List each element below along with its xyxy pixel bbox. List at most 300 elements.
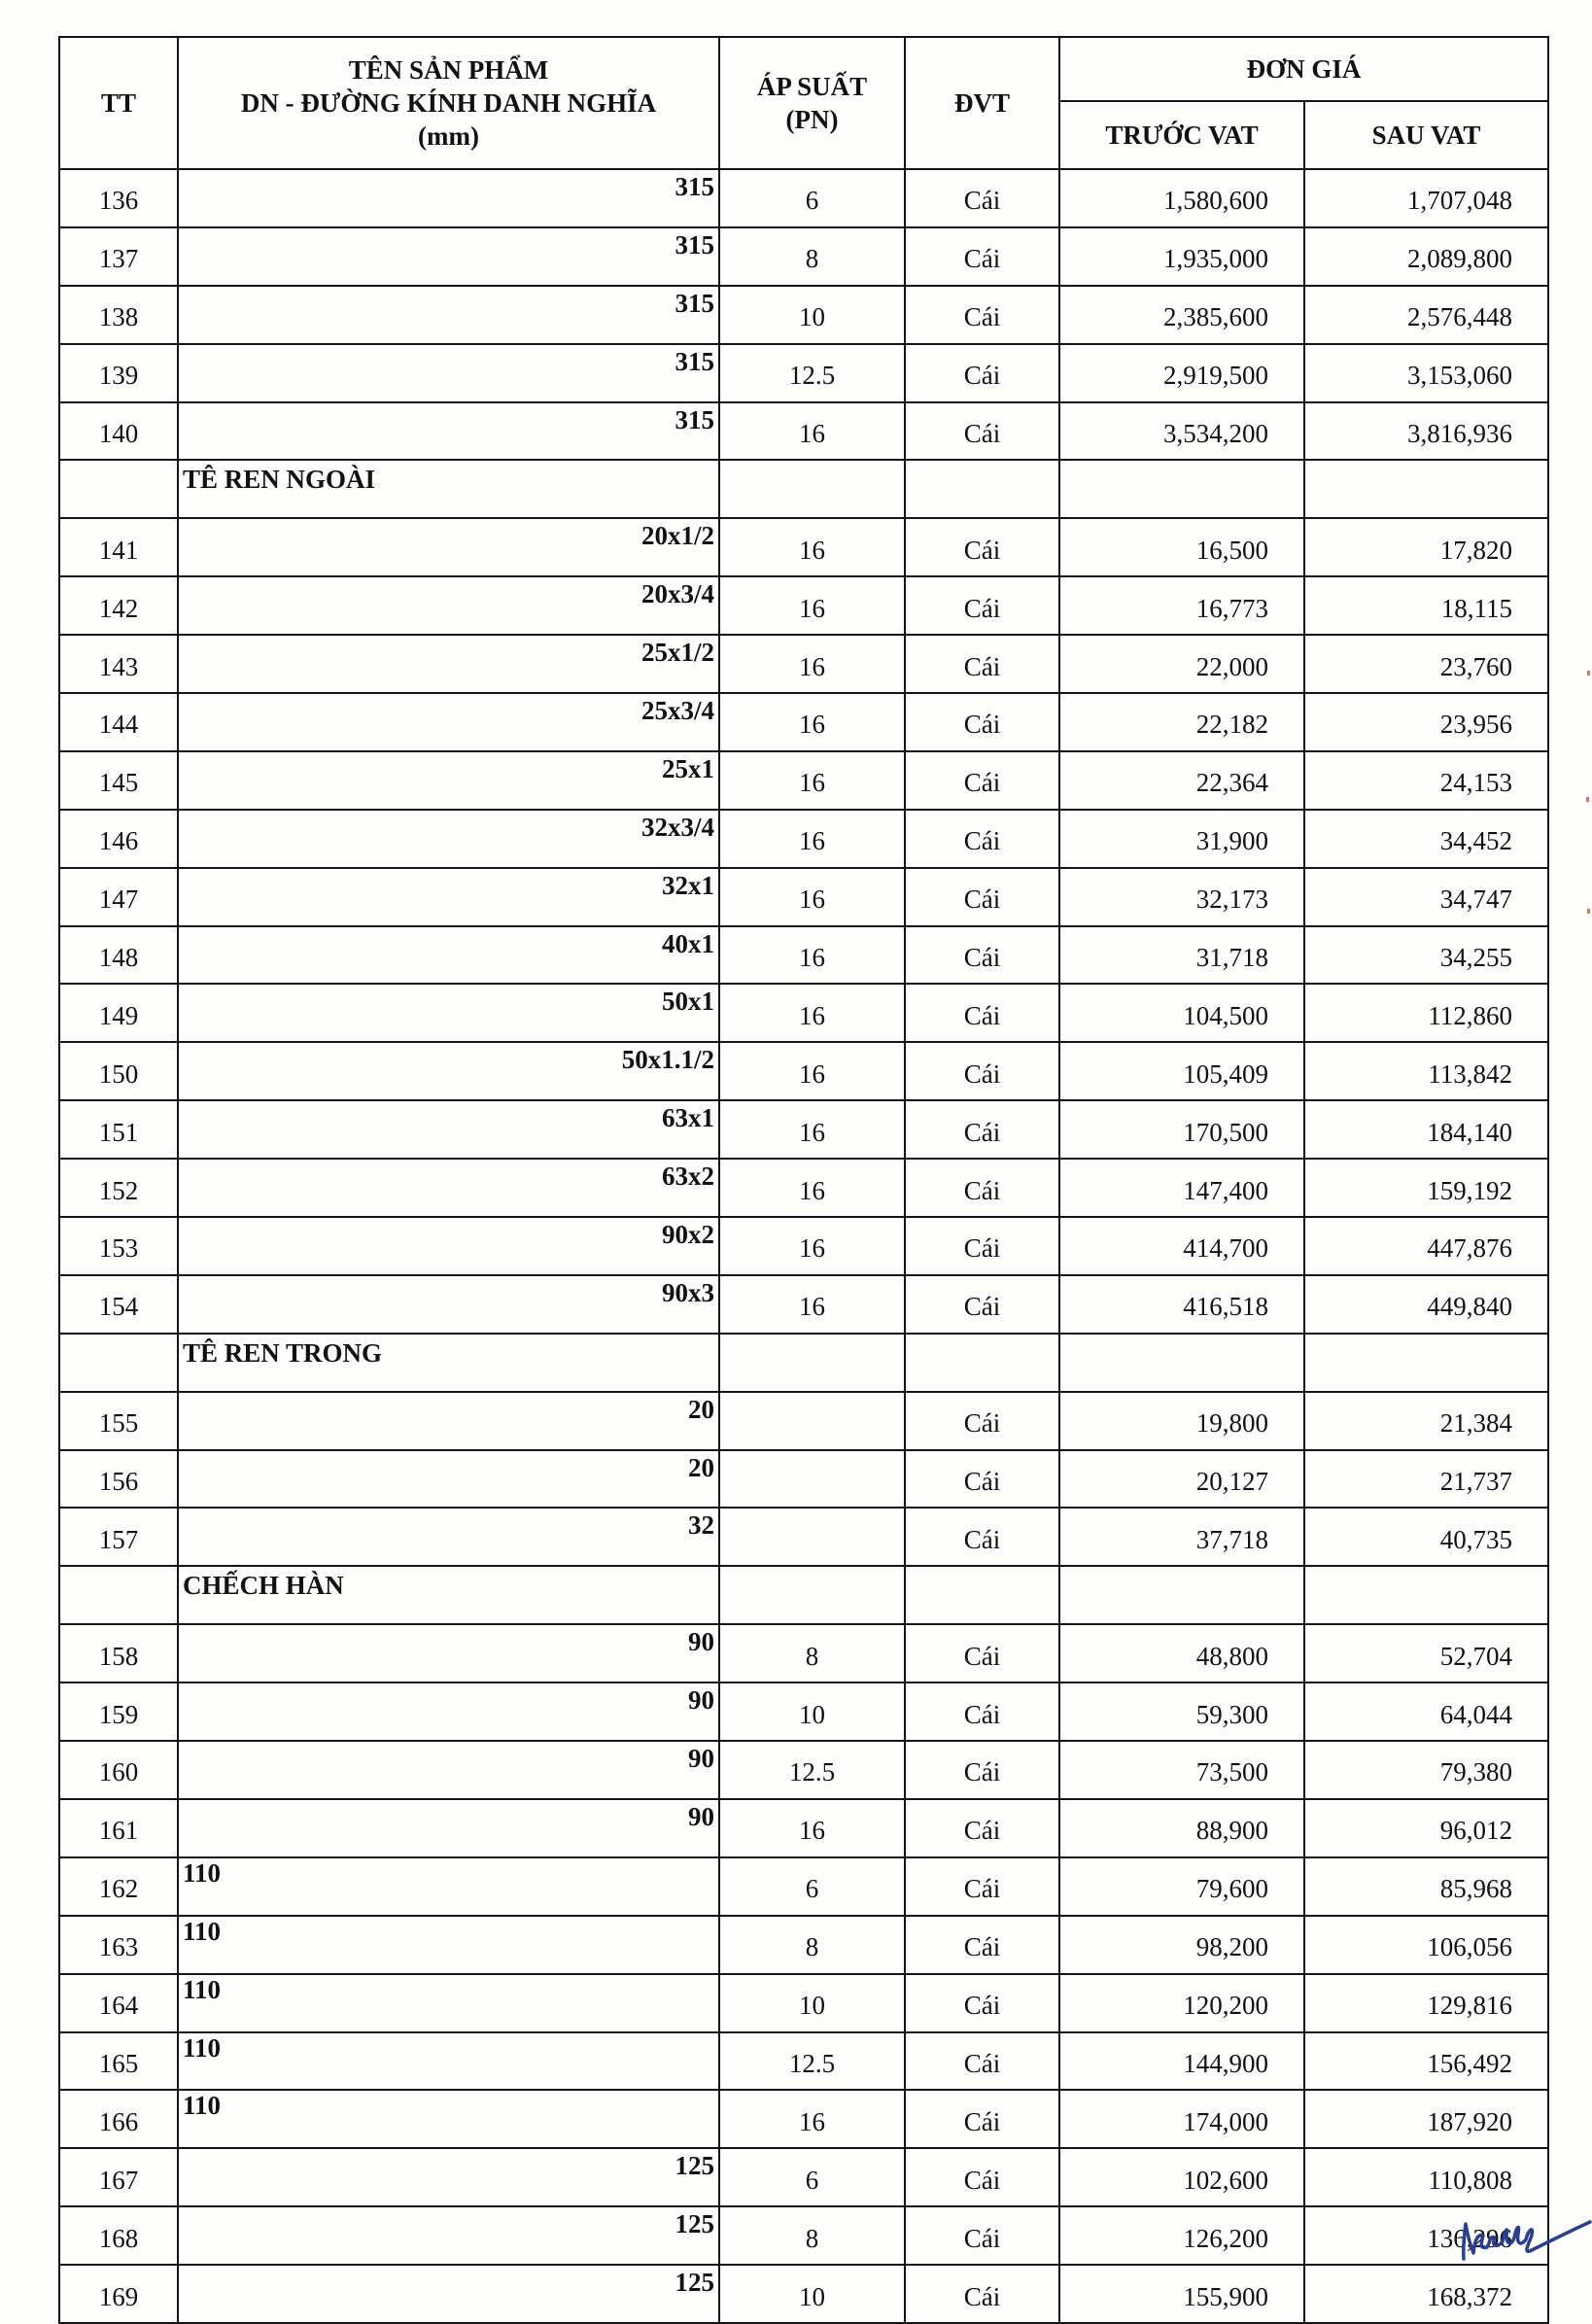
cell-tt: [59, 460, 178, 518]
cell-product-size: [178, 1100, 719, 1159]
cell-unit: Cái: [905, 810, 1059, 868]
cell-price-before-vat: 1,580,600: [1059, 169, 1304, 227]
signature: [1458, 2203, 1592, 2280]
cell-price-before-vat: 59,300: [1059, 1682, 1304, 1741]
cell-tt: [59, 1334, 178, 1392]
cell-unit: Cái: [905, 227, 1059, 286]
table-row: [59, 868, 1548, 926]
cell-price-before-vat: [1059, 460, 1304, 518]
signature-stroke: [1464, 2222, 1590, 2259]
scan-speck: [1587, 909, 1590, 914]
cell-pressure: 8: [719, 227, 905, 286]
cell-unit: Cái: [905, 2090, 1059, 2148]
cell-tt: 141: [59, 518, 178, 576]
cell-price-before-vat: 120,200: [1059, 1974, 1304, 2032]
cell-product-size: [178, 1392, 719, 1450]
cell-price-before-vat: 2,919,500: [1059, 344, 1304, 402]
cell-price-after-vat: 156,492: [1304, 2032, 1548, 2091]
cell-price-before-vat: 22,000: [1059, 635, 1304, 693]
cell-pressure: 12.5: [719, 344, 905, 402]
cell-price-after-vat: 159,192: [1304, 1159, 1548, 1217]
cell-tt: [59, 1566, 178, 1624]
cell-pressure: [719, 1334, 905, 1392]
cell-tt: 145: [59, 751, 178, 810]
header-product-name-line1: TÊN SẢN PHẨM: [348, 55, 549, 85]
cell-product-size: [178, 1916, 719, 1974]
cell-unit: Cái: [905, 868, 1059, 926]
cell-product-size: [178, 2090, 719, 2148]
cell-price-before-vat: 174,000: [1059, 2090, 1304, 2148]
cell-product-size: [178, 402, 719, 461]
table-row: [59, 518, 1548, 576]
product-size: 20x3/4: [640, 579, 714, 609]
product-size: 20x1/2: [640, 521, 714, 551]
cell-tt: 137: [59, 227, 178, 286]
cell-price-after-vat: 52,704: [1304, 1624, 1548, 1682]
cell-price-before-vat: 105,409: [1059, 1042, 1304, 1100]
price-list-sheet: [58, 36, 1547, 2324]
cell-price-before-vat: 48,800: [1059, 1624, 1304, 1682]
table-row: [59, 227, 1548, 286]
cell-unit: Cái: [905, 1392, 1059, 1450]
product-size: 25x3/4: [640, 696, 714, 726]
cell-pressure: 6: [719, 2148, 905, 2206]
cell-tt: 160: [59, 1741, 178, 1799]
cell-price-before-vat: 414,700: [1059, 1217, 1304, 1275]
cell-price-after-vat: 184,140: [1304, 1100, 1548, 1159]
cell-unit: Cái: [905, 2032, 1059, 2091]
cell-pressure: 16: [719, 1042, 905, 1100]
product-size: 32x3/4: [640, 812, 714, 842]
cell-price-after-vat: 64,044: [1304, 1682, 1548, 1741]
cell-price-after-vat: 23,956: [1304, 693, 1548, 751]
table-row: [59, 926, 1548, 985]
cell-tt: 165: [59, 2032, 178, 2091]
cell-price-before-vat: 147,400: [1059, 1159, 1304, 1217]
table-row: [59, 1974, 1548, 2032]
header-unit-price: ĐƠN GIÁ: [1059, 37, 1548, 101]
cell-price-after-vat: 112,860: [1304, 984, 1548, 1042]
product-size: 32: [688, 1510, 714, 1541]
product-size: 125: [675, 2151, 714, 2181]
header-pressure: [719, 37, 905, 169]
cell-price-before-vat: 32,173: [1059, 868, 1304, 926]
table-row: [59, 751, 1548, 810]
table-row: [59, 1217, 1548, 1275]
cell-price-before-vat: 16,500: [1059, 518, 1304, 576]
cell-tt: 167: [59, 2148, 178, 2206]
cell-unit: Cái: [905, 1159, 1059, 1217]
header-product-name-line3: (mm): [418, 121, 479, 151]
header-price-before-vat: TRƯỚC VAT: [1059, 101, 1304, 169]
table-body: [59, 169, 1548, 2323]
cell-tt: 144: [59, 693, 178, 751]
cell-pressure: 16: [719, 1159, 905, 1217]
cell-unit: [905, 1566, 1059, 1624]
cell-pressure: 16: [719, 518, 905, 576]
cell-pressure: 16: [719, 868, 905, 926]
cell-pressure: 16: [719, 576, 905, 635]
cell-tt: 147: [59, 868, 178, 926]
section-row: [59, 1566, 1548, 1624]
cell-price-before-vat: 16,773: [1059, 576, 1304, 635]
cell-price-after-vat: 24,153: [1304, 751, 1548, 810]
cell-price-after-vat: 79,380: [1304, 1741, 1548, 1799]
cell-unit: Cái: [905, 984, 1059, 1042]
product-size: 50x1: [662, 987, 714, 1017]
cell-price-after-vat: 168,372: [1304, 2265, 1548, 2323]
cell-pressure: 10: [719, 2265, 905, 2323]
cell-unit: Cái: [905, 693, 1059, 751]
cell-price-before-vat: 22,364: [1059, 751, 1304, 810]
product-size: 90: [688, 1801, 714, 1831]
table-row: [59, 2265, 1548, 2323]
cell-product-size: [178, 1741, 719, 1799]
cell-unit: Cái: [905, 1217, 1059, 1275]
cell-unit: [905, 1334, 1059, 1392]
cell-unit: Cái: [905, 1042, 1059, 1100]
table-row: [59, 1159, 1548, 1217]
cell-price-after-vat: [1304, 460, 1548, 518]
table-row: [59, 2032, 1548, 2091]
cell-tt: 158: [59, 1624, 178, 1682]
cell-tt: 168: [59, 2206, 178, 2265]
cell-tt: 163: [59, 1916, 178, 1974]
cell-price-before-vat: 170,500: [1059, 1100, 1304, 1159]
cell-price-before-vat: 155,900: [1059, 2265, 1304, 2323]
cell-price-before-vat: 31,718: [1059, 926, 1304, 985]
cell-product-size: [178, 693, 719, 751]
cell-pressure: 10: [719, 1682, 905, 1741]
cell-product-size: [178, 810, 719, 868]
cell-price-before-vat: 37,718: [1059, 1508, 1304, 1566]
cell-price-before-vat: [1059, 1566, 1304, 1624]
product-size: 315: [675, 346, 714, 376]
cell-price-after-vat: 2,089,800: [1304, 227, 1548, 286]
cell-unit: Cái: [905, 1275, 1059, 1334]
table-row: [59, 1741, 1548, 1799]
cell-product-size: [178, 1159, 719, 1217]
cell-unit: Cái: [905, 1682, 1059, 1741]
cell-product-size: [178, 1275, 719, 1334]
cell-price-after-vat: [1304, 1334, 1548, 1392]
cell-product-size: [178, 518, 719, 576]
product-size: 90x2: [662, 1220, 714, 1250]
cell-tt: 153: [59, 1217, 178, 1275]
section-title: CHẾCH HÀN: [183, 1571, 344, 1601]
product-size: 63x1: [662, 1103, 714, 1133]
header-unit: ĐVT: [905, 37, 1059, 169]
cell-price-before-vat: 88,900: [1059, 1799, 1304, 1857]
cell-product-size: [178, 1857, 719, 1916]
cell-unit: Cái: [905, 169, 1059, 227]
cell-price-after-vat: 187,920: [1304, 2090, 1548, 2148]
cell-unit: Cái: [905, 1974, 1059, 2032]
cell-unit: Cái: [905, 2148, 1059, 2206]
cell-price-after-vat: 3,816,936: [1304, 402, 1548, 461]
table-row: [59, 286, 1548, 344]
cell-unit: Cái: [905, 402, 1059, 461]
cell-unit: Cái: [905, 1508, 1059, 1566]
product-size: 90: [688, 1685, 714, 1716]
header-product-name-line2: DN - ĐƯỜNG KÍNH DANH NGHĨA: [240, 88, 657, 118]
cell-tt: 151: [59, 1100, 178, 1159]
cell-product-size: [178, 2206, 719, 2265]
cell-product-size: [178, 1042, 719, 1100]
cell-tt: 149: [59, 984, 178, 1042]
product-size: 315: [675, 172, 714, 201]
cell-product-size: [178, 1450, 719, 1509]
cell-pressure: [719, 460, 905, 518]
cell-tt: 142: [59, 576, 178, 635]
product-size: 110: [183, 1974, 222, 2004]
cell-pressure: 12.5: [719, 1741, 905, 1799]
cell-pressure: 10: [719, 1974, 905, 2032]
cell-price-after-vat: 136,296: [1304, 2206, 1548, 2265]
cell-pressure: 10: [719, 286, 905, 344]
cell-tt: 152: [59, 1159, 178, 1217]
table-row: [59, 1682, 1548, 1741]
product-size: 50x1.1/2: [621, 1045, 714, 1075]
cell-price-after-vat: 85,968: [1304, 1857, 1548, 1916]
cell-product-size: [178, 1508, 719, 1566]
cell-price-before-vat: 104,500: [1059, 984, 1304, 1042]
cell-pressure: [719, 1450, 905, 1509]
cell-pressure: 8: [719, 1916, 905, 1974]
cell-unit: Cái: [905, 926, 1059, 985]
section-title: TÊ REN TRONG: [183, 1337, 383, 1368]
cell-price-before-vat: 98,200: [1059, 1916, 1304, 1974]
cell-product-size: [178, 286, 719, 344]
cell-pressure: 16: [719, 402, 905, 461]
cell-tt: 138: [59, 286, 178, 344]
cell-product-size: [178, 227, 719, 286]
product-size: 125: [675, 2268, 714, 2298]
cell-pressure: 6: [719, 1857, 905, 1916]
cell-product-size: [178, 1799, 719, 1857]
table-row: [59, 693, 1548, 751]
cell-pressure: [719, 1508, 905, 1566]
cell-price-after-vat: 447,876: [1304, 1217, 1548, 1275]
cell-unit: Cái: [905, 344, 1059, 402]
cell-unit: Cái: [905, 1450, 1059, 1509]
cell-tt: 166: [59, 2090, 178, 2148]
cell-pressure: [719, 1392, 905, 1450]
cell-pressure: 12.5: [719, 2032, 905, 2091]
cell-tt: 150: [59, 1042, 178, 1100]
cell-product-size: [178, 2265, 719, 2323]
product-size: 90: [688, 1627, 714, 1657]
table-row: [59, 2148, 1548, 2206]
cell-product-size: [178, 926, 719, 985]
cell-price-after-vat: 129,816: [1304, 1974, 1548, 2032]
product-size: 110: [183, 1916, 222, 1946]
table-row: [59, 2090, 1548, 2148]
cell-pressure: 16: [719, 693, 905, 751]
cell-price-after-vat: 40,735: [1304, 1508, 1548, 1566]
cell-price-before-vat: 3,534,200: [1059, 402, 1304, 461]
table-row: [59, 1042, 1548, 1100]
cell-price-before-vat: 1,935,000: [1059, 227, 1304, 286]
product-size: 63x2: [662, 1162, 714, 1192]
cell-product-size: [178, 2148, 719, 2206]
table-row: [59, 344, 1548, 402]
header-product-name: [178, 37, 719, 169]
cell-tt: 157: [59, 1508, 178, 1566]
cell-tt: 161: [59, 1799, 178, 1857]
product-size: 315: [675, 229, 714, 260]
cell-price-after-vat: 34,255: [1304, 926, 1548, 985]
cell-price-before-vat: 20,127: [1059, 1450, 1304, 1509]
cell-price-after-vat: 3,153,060: [1304, 344, 1548, 402]
cell-tt: 136: [59, 169, 178, 227]
cell-unit: Cái: [905, 576, 1059, 635]
cell-tt: 139: [59, 344, 178, 402]
cell-price-before-vat: 73,500: [1059, 1741, 1304, 1799]
cell-tt: 154: [59, 1275, 178, 1334]
cell-price-after-vat: 2,576,448: [1304, 286, 1548, 344]
table-row: [59, 635, 1548, 693]
cell-product-size: [178, 868, 719, 926]
cell-unit: Cái: [905, 1100, 1059, 1159]
product-size: 110: [183, 2032, 222, 2063]
product-size: 90: [688, 1744, 714, 1774]
table-row: [59, 576, 1548, 635]
section-row: [59, 460, 1548, 518]
cell-product-size: [178, 1682, 719, 1741]
product-size: 40x1: [662, 928, 714, 958]
table-row: [59, 1799, 1548, 1857]
cell-price-after-vat: 449,840: [1304, 1275, 1548, 1334]
cell-product-size: [178, 1624, 719, 1682]
cell-pressure: 6: [719, 169, 905, 227]
cell-price-after-vat: [1304, 1566, 1548, 1624]
cell-unit: Cái: [905, 518, 1059, 576]
product-size: 25x1: [662, 753, 714, 783]
cell-price-before-vat: 2,385,600: [1059, 286, 1304, 344]
section-title: TÊ REN NGOÀI: [183, 465, 376, 495]
cell-unit: Cái: [905, 2206, 1059, 2265]
cell-tt: 159: [59, 1682, 178, 1741]
table-row: [59, 2206, 1548, 2265]
table-row: [59, 1624, 1548, 1682]
cell-section-title: [178, 460, 719, 518]
cell-price-after-vat: 17,820: [1304, 518, 1548, 576]
cell-unit: Cái: [905, 635, 1059, 693]
cell-unit: Cái: [905, 751, 1059, 810]
cell-tt: 146: [59, 810, 178, 868]
cell-tt: 156: [59, 1450, 178, 1509]
cell-price-after-vat: 21,737: [1304, 1450, 1548, 1509]
header-pressure-line2: (PN): [785, 105, 839, 134]
cell-price-before-vat: 144,900: [1059, 2032, 1304, 2091]
cell-price-before-vat: 22,182: [1059, 693, 1304, 751]
cell-product-size: [178, 1974, 719, 2032]
product-size: 32x1: [662, 870, 714, 900]
price-table: [58, 36, 1549, 2324]
cell-unit: Cái: [905, 286, 1059, 344]
cell-unit: Cái: [905, 1857, 1059, 1916]
cell-price-after-vat: 106,056: [1304, 1916, 1548, 1974]
cell-pressure: 16: [719, 1275, 905, 1334]
cell-pressure: 16: [719, 1217, 905, 1275]
cell-unit: Cái: [905, 1624, 1059, 1682]
table-row: [59, 1100, 1548, 1159]
table-row: [59, 1392, 1548, 1450]
cell-unit: Cái: [905, 1916, 1059, 1974]
cell-section-title: [178, 1566, 719, 1624]
cell-price-after-vat: 96,012: [1304, 1799, 1548, 1857]
cell-tt: 143: [59, 635, 178, 693]
cell-pressure: 16: [719, 751, 905, 810]
header-price-after-vat: SAU VAT: [1304, 101, 1548, 169]
cell-tt: 162: [59, 1857, 178, 1916]
cell-product-size: [178, 2032, 719, 2091]
cell-pressure: 16: [719, 2090, 905, 2148]
header-pressure-line1: ÁP SUẤT: [756, 72, 868, 101]
section-row: [59, 1334, 1548, 1392]
cell-tt: 140: [59, 402, 178, 461]
cell-price-after-vat: 34,747: [1304, 868, 1548, 926]
cell-price-before-vat: 79,600: [1059, 1857, 1304, 1916]
table-row: [59, 810, 1548, 868]
cell-pressure: 16: [719, 635, 905, 693]
cell-price-before-vat: 19,800: [1059, 1392, 1304, 1450]
cell-price-before-vat: 126,200: [1059, 2206, 1304, 2265]
product-size: 315: [675, 288, 714, 318]
cell-price-after-vat: 21,384: [1304, 1392, 1548, 1450]
cell-product-size: [178, 169, 719, 227]
cell-pressure: 16: [719, 1100, 905, 1159]
cell-price-before-vat: 102,600: [1059, 2148, 1304, 2206]
cell-tt: 169: [59, 2265, 178, 2323]
table-row: [59, 1508, 1548, 1566]
cell-product-size: [178, 1217, 719, 1275]
scan-speck: [1586, 797, 1589, 802]
cell-unit: [905, 460, 1059, 518]
header-tt: TT: [59, 37, 178, 169]
cell-pressure: 16: [719, 984, 905, 1042]
cell-product-size: [178, 344, 719, 402]
cell-pressure: 16: [719, 1799, 905, 1857]
product-size: 25x1/2: [640, 638, 714, 668]
cell-product-size: [178, 984, 719, 1042]
cell-tt: 155: [59, 1392, 178, 1450]
cell-tt: 148: [59, 926, 178, 985]
product-size: 315: [675, 404, 714, 434]
product-size: 110: [183, 2091, 222, 2121]
product-size: 20: [688, 1394, 714, 1424]
product-size: 110: [183, 1857, 222, 1888]
cell-price-before-vat: 31,900: [1059, 810, 1304, 868]
cell-unit: Cái: [905, 2265, 1059, 2323]
product-size: 125: [675, 2209, 714, 2239]
cell-price-before-vat: 416,518: [1059, 1275, 1304, 1334]
cell-price-after-vat: 18,115: [1304, 576, 1548, 635]
cell-tt: 164: [59, 1974, 178, 2032]
product-size: 90x3: [662, 1277, 714, 1307]
cell-pressure: [719, 1566, 905, 1624]
cell-pressure: 16: [719, 810, 905, 868]
cell-product-size: [178, 576, 719, 635]
table-header: [59, 37, 1548, 169]
scan-speck: [1587, 671, 1590, 676]
table-row: [59, 169, 1548, 227]
cell-pressure: 8: [719, 1624, 905, 1682]
table-row: [59, 984, 1548, 1042]
cell-unit: Cái: [905, 1741, 1059, 1799]
cell-price-before-vat: [1059, 1334, 1304, 1392]
